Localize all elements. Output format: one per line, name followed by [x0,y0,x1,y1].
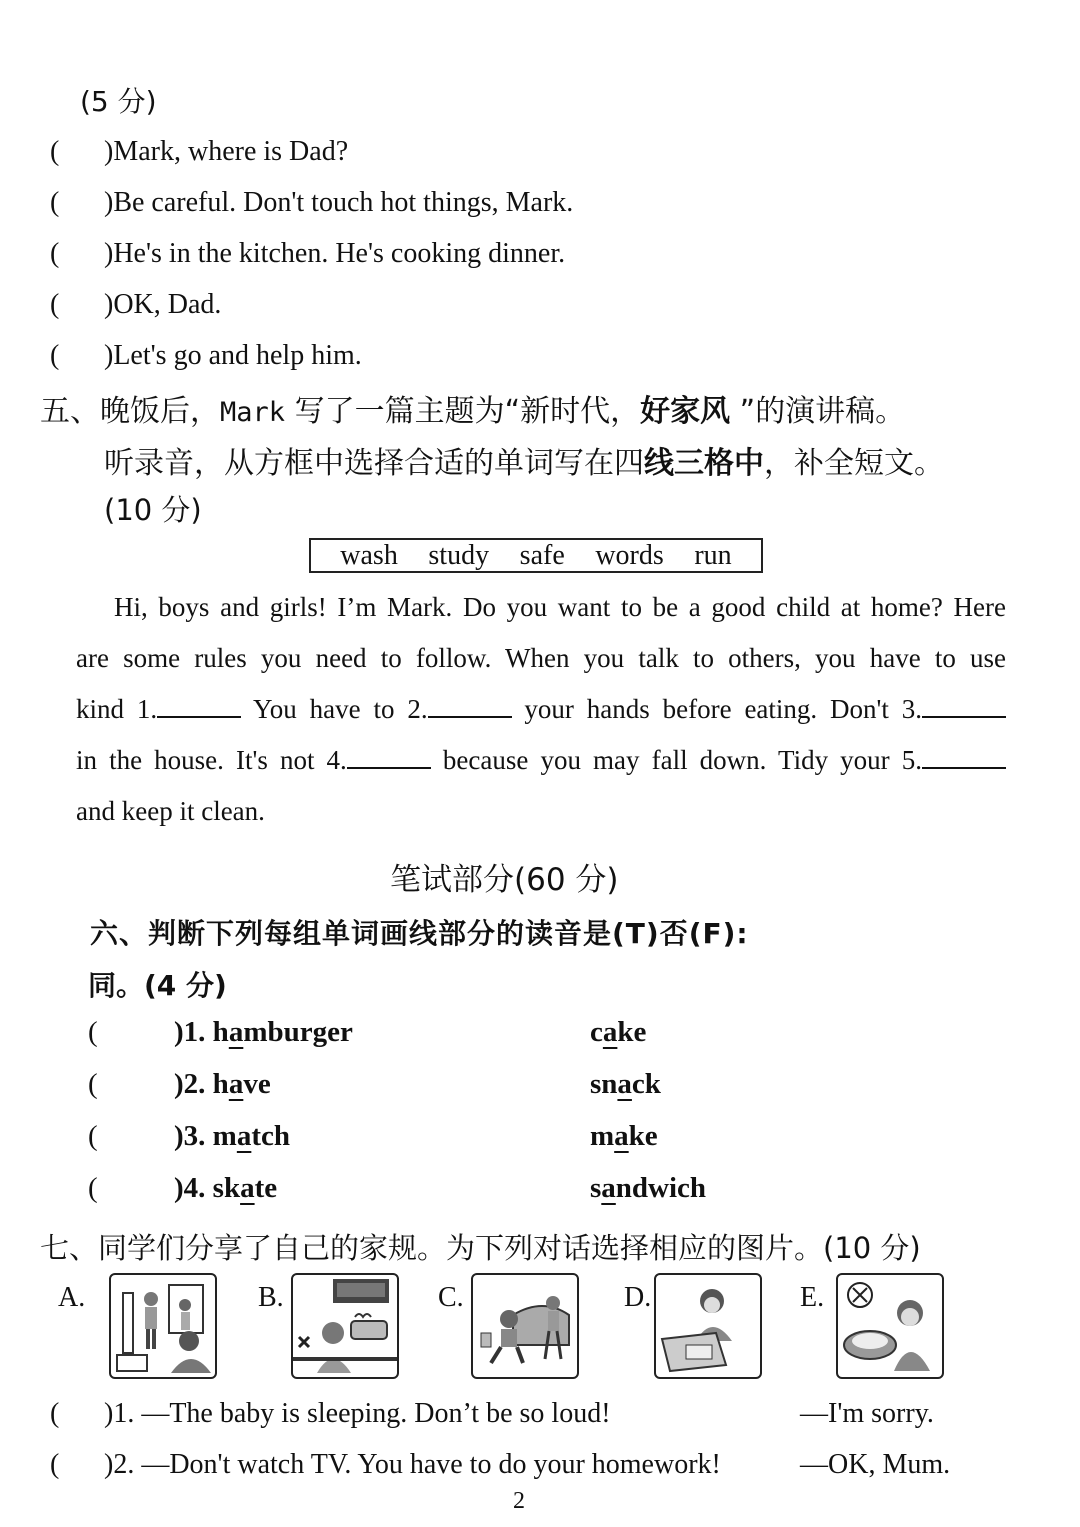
picture-a-illustration [111,1275,215,1377]
answer-paren[interactable]: ( [50,136,60,167]
phonics-word-1 [174,1172,277,1205]
section5-title-line2 [104,438,944,482]
passage-line: Hi, boys and girls! I’m Mark. Do you want to be a good child at home? Here [114,592,1006,622]
picture-c-illustration [473,1275,577,1377]
word-part: m [590,1120,615,1152]
section7-title: 七、同学们分享了自己的家规。为下列对话选择相应的图片。(10 分) [40,1231,921,1265]
blank-3[interactable] [922,696,1006,718]
word-option: wash [340,539,398,571]
answer-paren[interactable]: ( [88,1172,98,1204]
word-part: s [590,1172,602,1204]
word-part: sk [212,1172,241,1204]
section6-title-line2: 同。(4 分) [88,969,227,1002]
word-part: ck [631,1068,661,1100]
answer-paren[interactable]: ( [50,289,60,320]
picture-a[interactable] [109,1273,217,1379]
picture-label-a: A. [58,1282,86,1313]
section5-score: (10 分) [104,493,202,527]
dialog-line: )OK, Dad. [104,289,222,320]
phonics-word-2 [590,1016,646,1049]
title-text: ”的演讲稿。 [730,394,906,429]
picture-label-d: D. [624,1282,652,1313]
word-part: tch [251,1120,291,1152]
picture-label-e: E. [800,1282,825,1313]
section5-title-line1 [40,386,905,430]
answer-paren[interactable]: ( [88,1068,98,1100]
passage-line [76,745,1006,776]
title-text: ，补全短文。 [764,446,944,481]
picture-c[interactable] [471,1273,579,1379]
dialog-line: )He's in the kitchen. He's cooking dinner. [104,238,566,269]
section6-title-line1: 六、判断下列每组单词画线部分的读音是(T)否(F): [90,917,749,950]
dialog-line: )Let's go and help him. [104,340,362,371]
phonics-word-1 [174,1068,271,1101]
picture-e-illustration [838,1275,942,1377]
passage-text: your hands before eating. Don't 3. [511,694,922,724]
word-part: h [212,1016,229,1048]
word-part: m [212,1120,237,1152]
passage-line: are some rules you need to follow. When you talk to others, you have to use [76,643,1006,673]
picture-b-illustration [293,1275,397,1377]
word-part: ndwich [615,1172,707,1204]
title-bold: 好家风 [640,394,731,429]
dialog-line: )Be careful. Don't touch hot things, Mark. [104,187,574,218]
dialog-line: )Mark, where is Dad? [104,136,349,167]
blank-5[interactable] [922,747,1006,769]
word-part: h [212,1068,229,1100]
underlined-letter: a [228,1016,244,1048]
picture-e[interactable] [836,1273,944,1379]
underlined-letter: a [240,1172,255,1204]
answer-paren[interactable]: ( [50,187,60,218]
word-part: c [590,1016,603,1048]
title-bold: 线三格中 [644,446,764,481]
blank-2[interactable] [428,696,512,718]
item-number: )4. [174,1172,206,1204]
word-option: run [694,539,732,571]
page-number: 2 [513,1488,525,1514]
passage-line [76,694,1006,725]
word-part: sn [590,1068,618,1100]
underlined-letter: a [601,1172,616,1204]
picture-d-illustration [656,1275,760,1377]
phonics-word-2 [590,1120,658,1153]
underlined-letter: a [617,1068,632,1100]
answer-paren[interactable]: ( [88,1016,98,1048]
phonics-word-1 [174,1120,290,1153]
dialog-question: )2. —Don't watch TV. You have to do your homework! [104,1449,721,1480]
picture-label-c: C. [438,1282,464,1313]
item-number: )2. [174,1068,206,1100]
answer-paren[interactable]: ( [88,1120,98,1152]
item-number: )3. [174,1120,206,1152]
phonics-word-1 [174,1016,353,1049]
answer-paren[interactable]: ( [50,340,60,371]
answer-paren[interactable]: ( [50,238,60,269]
passage-text: in the house. It's not 4. [76,745,347,775]
word-part: ke [617,1016,647,1048]
word-part: ke [628,1120,658,1152]
underlined-letter: a [614,1120,629,1152]
word-part: mburger [243,1016,353,1048]
word-option: study [428,539,490,571]
picture-label-b: B. [258,1282,284,1313]
blank-4[interactable] [347,747,431,769]
passage-text: because you may fall down. Tidy your 5. [430,745,922,775]
word-box [309,538,763,573]
word-part: te [254,1172,278,1204]
passage-line: and keep it clean. [76,796,265,826]
title-text: 五、晚饭后， [40,394,220,429]
written-part-title: 笔试部分(60 分) [390,862,619,898]
phonics-word-2 [590,1068,661,1101]
word-option: words [595,539,664,571]
answer-paren[interactable]: ( [50,1398,60,1429]
picture-d[interactable] [654,1273,762,1379]
dialog-answer: —OK, Mum. [800,1449,951,1480]
picture-b[interactable] [291,1273,399,1379]
word-part: ve [243,1068,271,1100]
section4-score: (5 分) [80,85,157,118]
passage-text: You have to 2. [241,694,428,724]
title-text: 写了一篇主题为“新时代， [285,394,641,429]
item-number: )1. [174,1016,206,1048]
underlined-letter: a [228,1068,244,1100]
dialog-question: )1. —The baby is sleeping. Don’t be so loud! [104,1398,611,1429]
dialog-answer: —I'm sorry. [800,1398,934,1429]
underlined-letter: a [602,1016,618,1048]
underlined-letter: a [236,1120,252,1152]
answer-paren[interactable]: ( [50,1449,60,1480]
title-text: 听录音，从方框中选择合适的单词写在四 [104,446,644,481]
phonics-word-2 [590,1172,706,1205]
title-name: Mark [220,397,286,428]
word-option: safe [519,539,565,571]
blank-1[interactable] [157,696,241,718]
passage-text: kind 1. [76,694,158,724]
